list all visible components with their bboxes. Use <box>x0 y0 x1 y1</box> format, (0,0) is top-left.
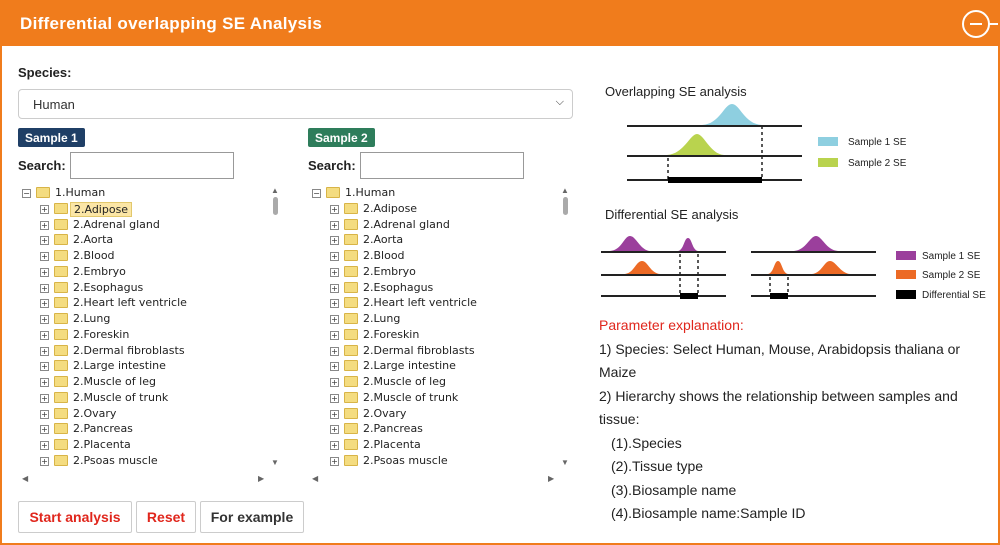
tree-root-node[interactable] <box>22 186 252 201</box>
expand-node-icon[interactable]: + <box>331 283 338 293</box>
tree-node[interactable] <box>40 391 270 406</box>
expand-node-icon[interactable]: + <box>331 378 338 387</box>
folder-icon <box>344 455 358 466</box>
scroll-right-icon[interactable]: ▶ <box>548 474 555 483</box>
folder-icon <box>54 219 68 230</box>
tree-node-label[interactable]: 1.Human <box>55 186 106 199</box>
tree-node-label[interactable]: 2.Foreskin <box>73 327 130 341</box>
tree-node[interactable] <box>330 328 560 343</box>
tree-node-label[interactable]: 2.Embryo <box>73 264 126 278</box>
sample2-vertical-scrollbar[interactable] <box>560 186 570 468</box>
expand-node-icon[interactable]: + <box>41 267 48 277</box>
tree-node[interactable] <box>40 344 270 359</box>
for-example-button[interactable]: For example <box>200 501 304 533</box>
expand-node-icon[interactable]: + <box>41 236 48 246</box>
folder-icon <box>54 282 68 293</box>
expand-node-icon[interactable]: + <box>331 393 338 403</box>
parameter-explanation <box>599 314 989 526</box>
sample2-badge: Sample 2 <box>308 128 375 147</box>
tree-node-label[interactable]: 2.Adipose <box>363 201 418 215</box>
tree-node-label[interactable]: 2.Pancreas <box>73 422 133 436</box>
tree-node-label[interactable]: 2.Muscle of leg <box>73 375 156 388</box>
expand-node-icon[interactable]: + <box>41 378 48 387</box>
expand-node-icon[interactable]: + <box>41 393 48 403</box>
expand-node-icon[interactable]: + <box>331 299 338 309</box>
folder-icon <box>344 266 358 277</box>
tree-node[interactable] <box>330 249 560 264</box>
overlap-legend-1: Sample 1 SE <box>848 137 907 148</box>
expand-node-icon[interactable]: + <box>331 236 338 246</box>
folder-icon <box>344 297 358 308</box>
sample1-search-input[interactable] <box>70 152 234 179</box>
folder-icon <box>54 392 68 403</box>
expand-node-icon[interactable]: + <box>331 220 338 230</box>
sample2-search-label: Search: <box>308 158 356 173</box>
tree-node-label[interactable]: 2.Ovary <box>363 406 407 420</box>
folder-icon <box>344 439 358 450</box>
tree-node[interactable] <box>330 422 560 437</box>
tree-node-label[interactable]: 2.Aorta <box>73 233 114 247</box>
tree-node[interactable] <box>330 312 560 327</box>
tree-node[interactable] <box>330 218 560 233</box>
folder-icon <box>54 234 68 245</box>
tree-node[interactable] <box>40 328 270 343</box>
tree-node[interactable] <box>40 359 270 374</box>
folder-icon <box>54 408 68 419</box>
chevron-down-icon: ⌵ <box>555 96 564 108</box>
tree-node[interactable] <box>40 281 270 296</box>
folder-icon <box>54 203 68 214</box>
tree-node-label[interactable]: 2.Ovary <box>73 406 117 420</box>
folder-icon <box>54 345 68 356</box>
folder-icon <box>54 360 68 371</box>
expand-node-icon[interactable]: + <box>331 456 338 466</box>
folder-icon <box>344 360 358 371</box>
sample2-horizontal-scrollbar[interactable] <box>312 474 560 484</box>
expand-node-icon[interactable]: + <box>41 441 48 450</box>
tree-node[interactable] <box>40 218 270 233</box>
folder-icon <box>344 376 358 387</box>
expand-node-icon[interactable]: + <box>331 409 338 419</box>
sample1-horizontal-scrollbar[interactable] <box>22 474 270 484</box>
tree-node[interactable] <box>330 359 560 374</box>
folder-icon <box>344 329 358 340</box>
tree-node[interactable] <box>40 407 270 422</box>
param-species-line <box>599 338 989 362</box>
folder-icon <box>54 423 68 434</box>
tree-node-label[interactable]: 2.Psoas muscle <box>363 453 448 467</box>
reset-button[interactable]: Reset <box>136 501 196 533</box>
tree-node-label[interactable]: 2.Dermal fibroblasts <box>363 343 475 357</box>
species-label: Species: <box>18 65 72 80</box>
scroll-up-icon[interactable]: ▲ <box>271 186 279 195</box>
expand-node-icon[interactable]: + <box>41 346 48 356</box>
folder-icon <box>54 329 68 340</box>
expand-node-icon[interactable]: + <box>41 409 48 419</box>
species-select[interactable] <box>18 89 573 119</box>
tree-node-label[interactable]: 2.Lung <box>73 312 111 325</box>
folder-icon <box>54 250 68 261</box>
folder-icon <box>54 313 68 324</box>
expand-node-icon[interactable]: + <box>41 330 48 340</box>
tree-node[interactable] <box>40 312 270 327</box>
scroll-thumb[interactable] <box>273 197 278 215</box>
expand-node-icon[interactable]: + <box>41 283 48 293</box>
expand-node-icon[interactable]: + <box>41 299 48 309</box>
param-species-cont: Maize <box>599 364 637 380</box>
folder-icon <box>54 376 68 387</box>
folder-icon <box>344 203 358 214</box>
tree-node-label[interactable]: 2.Large intestine <box>73 359 166 373</box>
sample2-search-input[interactable] <box>360 152 524 179</box>
differential-legend-2: Sample 2 SE <box>922 270 981 281</box>
expand-node-icon[interactable]: + <box>41 220 48 230</box>
tree-node[interactable] <box>40 249 270 264</box>
folder-icon <box>54 439 68 450</box>
expand-node-icon[interactable]: + <box>331 315 338 324</box>
param-species-text: 1) Species: Select Human, Mouse, Arabidopsis thaliana or <box>599 340 961 357</box>
folder-icon <box>54 266 68 277</box>
tree-node-label[interactable]: 2.Placenta <box>73 438 131 451</box>
folder-icon <box>344 345 358 356</box>
panel-header <box>2 2 998 46</box>
differential-legend-3: Differential SE <box>922 290 986 301</box>
param-sub-tissue: (2).Tissue type <box>611 458 704 474</box>
tree-node[interactable] <box>330 233 560 248</box>
collapse-node-icon[interactable]: − <box>23 189 30 198</box>
scroll-up-icon[interactable]: ▲ <box>561 186 569 195</box>
tree-node-label[interactable]: 2.Large intestine <box>363 359 456 373</box>
tree-node-label[interactable]: 2.Esophagus <box>73 280 144 294</box>
tree-node[interactable] <box>330 407 560 422</box>
folder-icon <box>344 313 358 324</box>
tree-node-label[interactable]: 2.Lung <box>363 312 401 325</box>
tree-node[interactable] <box>40 296 270 311</box>
scroll-right-icon[interactable]: ▶ <box>258 474 265 483</box>
panel-title: Differential overlapping SE Analysis <box>20 14 323 33</box>
folder-icon <box>326 187 340 198</box>
expand-node-icon[interactable]: + <box>331 425 338 435</box>
tree-node-label[interactable]: 2.Heart left ventricle <box>73 296 187 310</box>
tree-node-label[interactable]: 2.Foreskin <box>363 327 420 341</box>
expand-node-icon[interactable]: + <box>331 362 338 372</box>
collapse-icon[interactable] <box>962 10 990 38</box>
scroll-left-icon[interactable]: ◀ <box>22 474 29 483</box>
tree-node[interactable] <box>40 233 270 248</box>
folder-icon <box>344 250 358 261</box>
tree-node[interactable] <box>40 438 270 453</box>
expand-node-icon[interactable]: + <box>41 315 48 324</box>
tree-node-label[interactable]: 2.Blood <box>363 249 405 262</box>
tree-node-label[interactable]: 2.Adrenal gland <box>73 217 160 231</box>
sample1-badge: Sample 1 <box>18 128 85 147</box>
tree-node-label[interactable]: 2.Muscle of trunk <box>73 390 169 404</box>
tree-node[interactable] <box>330 202 560 217</box>
differential-diagram-title: Differential SE analysis <box>605 207 739 222</box>
species-selected-value: Human <box>33 97 75 112</box>
tree-node-label[interactable]: 2.Adipose <box>70 202 132 217</box>
expand-node-icon[interactable]: + <box>331 267 338 277</box>
scroll-left-icon[interactable]: ◀ <box>312 474 319 483</box>
tree-node[interactable] <box>40 422 270 437</box>
parameter-heading: Parameter explanation: <box>599 317 744 333</box>
tree-node[interactable] <box>330 375 560 390</box>
tree-node[interactable] <box>330 391 560 406</box>
tree-node-label[interactable]: 2.Psoas muscle <box>73 453 158 467</box>
folder-icon <box>54 297 68 308</box>
folder-icon <box>344 282 358 293</box>
expand-node-icon[interactable]: + <box>41 362 48 372</box>
tree-node-label[interactable]: 1.Human <box>345 186 396 199</box>
folder-icon <box>54 455 68 466</box>
folder-icon <box>344 234 358 245</box>
start-analysis-button[interactable]: Start analysis <box>18 501 132 533</box>
expand-node-icon[interactable]: + <box>41 252 48 261</box>
tree-node-label[interactable]: 2.Muscle of leg <box>363 375 446 388</box>
scroll-thumb[interactable] <box>563 197 568 215</box>
tree-node[interactable] <box>40 375 270 390</box>
folder-icon <box>344 408 358 419</box>
tree-node-label[interactable]: 2.Esophagus <box>363 280 434 294</box>
tree-node-label[interactable]: 2.Blood <box>73 249 115 262</box>
tree-node[interactable] <box>40 454 270 469</box>
folder-icon <box>36 187 50 198</box>
expand-node-icon[interactable]: + <box>331 330 338 340</box>
tree-node[interactable] <box>40 202 270 217</box>
tree-node[interactable] <box>330 296 560 311</box>
collapse-node-icon[interactable]: − <box>313 189 320 198</box>
expand-node-icon[interactable]: + <box>331 346 338 356</box>
tree-node-label[interactable]: 2.Dermal fibroblasts <box>73 343 185 357</box>
tree-node-label[interactable]: 2.Muscle of trunk <box>363 390 459 404</box>
differential-diagram <box>598 230 992 304</box>
tree-node-label[interactable]: 2.Placenta <box>363 438 421 451</box>
tree-node[interactable] <box>330 454 560 469</box>
tree-node-label[interactable]: 2.Embryo <box>363 264 416 278</box>
expand-node-icon[interactable]: + <box>41 425 48 435</box>
sample1-tree <box>22 186 280 474</box>
param-hierarchy-text: 2) Hierarchy shows the relationship between samples and <box>599 387 958 404</box>
sample2-tree <box>312 186 570 474</box>
param-sub-species: (1).Species <box>611 434 682 451</box>
sample1-search-label: Search: <box>18 158 66 173</box>
expand-node-icon[interactable]: + <box>41 204 48 214</box>
scroll-down-icon[interactable]: ▼ <box>561 458 569 467</box>
tree-node-label[interactable]: 2.Aorta <box>363 233 404 247</box>
tree-node[interactable] <box>330 265 560 280</box>
differential-legend-1: Sample 1 SE <box>922 251 981 262</box>
tree-node-label[interactable]: 2.Pancreas <box>363 422 423 436</box>
tree-node[interactable] <box>40 265 270 280</box>
expand-node-icon[interactable]: + <box>331 204 338 214</box>
sample1-vertical-scrollbar[interactable] <box>270 186 280 468</box>
param-sub-biosample: (3).Biosample name <box>611 481 737 498</box>
overlap-legend-2: Sample 2 SE <box>848 158 907 169</box>
overlap-diagram <box>602 100 992 192</box>
tree-node[interactable] <box>330 344 560 359</box>
tree-node-label[interactable]: 2.Heart left ventricle <box>363 296 477 310</box>
expand-node-icon[interactable]: + <box>331 441 338 450</box>
param-hierarchy-cont: tissue: <box>599 411 640 427</box>
overlap-diagram-title: Overlapping SE analysis <box>605 84 747 99</box>
folder-icon <box>344 423 358 434</box>
folder-icon <box>344 392 358 403</box>
tree-root-node[interactable] <box>312 186 542 201</box>
tree-node[interactable] <box>330 438 560 453</box>
tree-node[interactable] <box>330 281 560 296</box>
scroll-down-icon[interactable]: ▼ <box>271 458 279 467</box>
folder-icon <box>344 219 358 230</box>
tree-node-label[interactable]: 2.Adrenal gland <box>363 217 450 231</box>
expand-node-icon[interactable]: + <box>331 252 338 261</box>
expand-node-icon[interactable]: + <box>41 456 48 466</box>
param-sub-sample-id: (4).Biosample name:Sample ID <box>611 505 806 521</box>
